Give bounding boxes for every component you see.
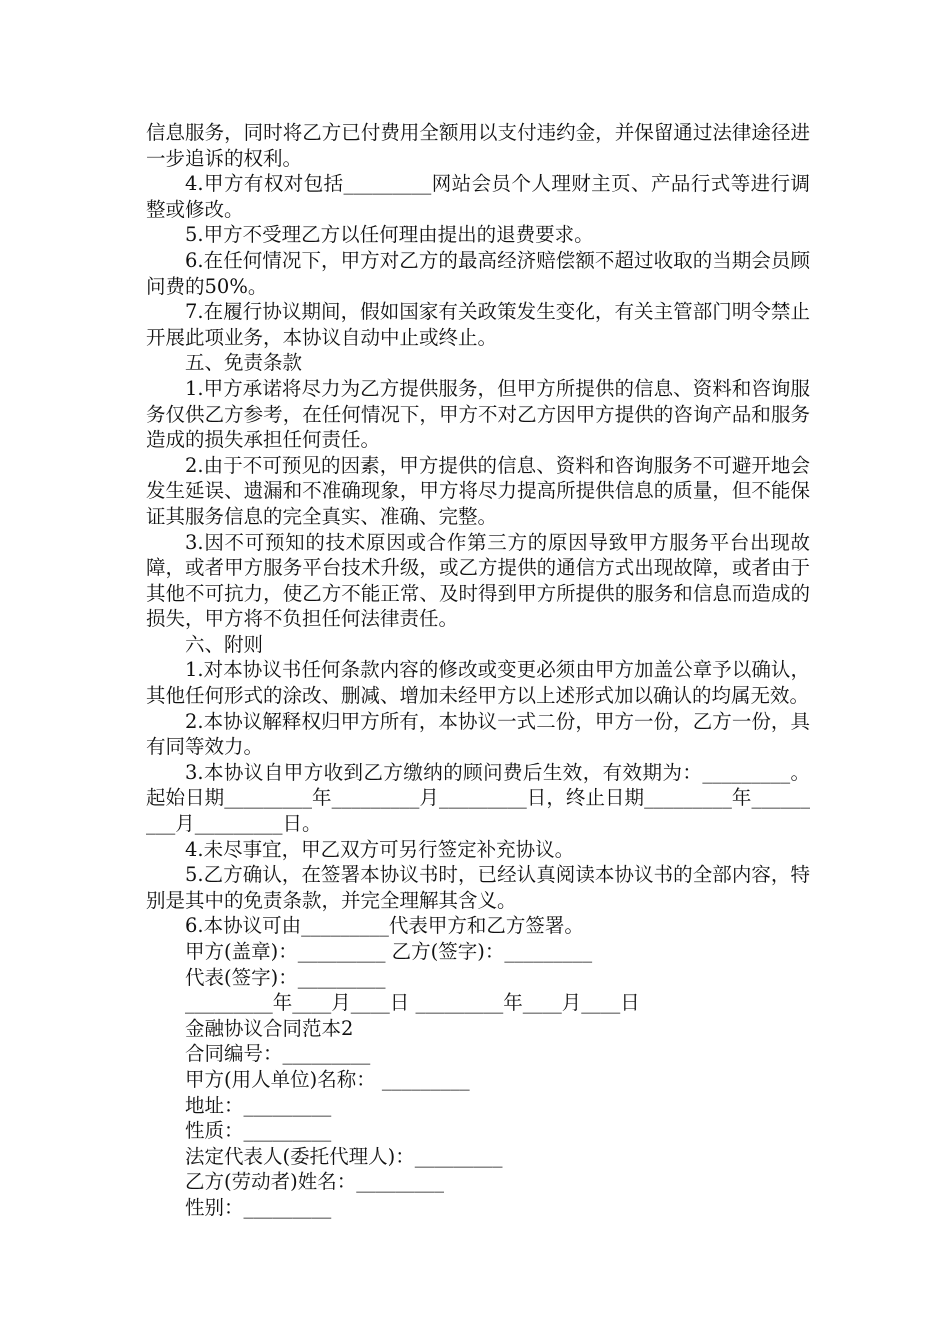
employee-name-field: 乙方(劳动者)姓名：_________	[185, 1170, 444, 1194]
clause-5-no-refund: 5.甲方不受理乙方以任何理由提出的退费要求。	[185, 223, 594, 247]
address-field: 地址：_________	[185, 1093, 332, 1117]
signature-party-line: 甲方(盖章)：_________ 乙方(签字)：_________	[185, 940, 593, 963]
signature-representative-line: 代表(签字)：_________	[185, 965, 386, 989]
clause-7-policy-change: 7.在履行协议期间，假如国家有关政策发生变化，有关主管部门明令禁止开展此项业务，本协议自动中止或终止。	[146, 300, 810, 349]
section-heading-disclaimer: 五、免责条款	[185, 351, 303, 375]
nature-field: 性质：_________	[185, 1119, 332, 1143]
paragraph-continuation: 信息服务，同时将乙方已付费用全额用以支付违约金，并保留通过法律途径进一步追诉的权利。	[146, 121, 810, 170]
signature-date-line: _________年____月____日 _________年____月____日	[185, 991, 640, 1015]
supplementary-clause-2: 2.本协议解释权归甲方所有，本协议一式二份，甲方一份，乙方一份，具有同等效力。	[146, 709, 810, 759]
disclaimer-clause-2: 2.由于不可预见的因素，甲方提供的信息、资料和咨询服务不可避开地会发生延误、遗漏和不准确现象，甲方将尽力提高所提供信息的质量，但不能保证其服务信息的完全真实、准确、完整。	[146, 453, 810, 528]
disclaimer-clause-1: 1.甲方承诺将尽力为乙方提供服务，但甲方所提供的信息、资料和咨询服务仅供乙方参考，在任何情况下，甲方不对乙方因甲方提供的咨询产品和服务造成的损失承担任何责任。	[146, 376, 810, 452]
clause-6-max-compensation: 6.在任何情况下，甲方对乙方的最高经济赔偿额不超过收取的当期会员顾问费的50%。	[146, 248, 810, 298]
supplementary-clause-4: 4.未尽事宜，甲乙双方可另行签定补充协议。	[185, 837, 575, 861]
employer-name-field: 甲方(用人单位)名称： _________	[185, 1067, 470, 1091]
supplementary-clause-1: 1.对本协议书任何条款内容的修改或变更必须由甲方加盖公章予以确认，其他任何形式的涂改、删减、增加未经甲方以上述形式加以确认的均属无效。	[146, 658, 810, 708]
supplementary-clause-6: 6.本协议可由_________代表甲方和乙方签署。	[185, 914, 584, 938]
supplementary-clause-3-validity: 3.本协议自甲方收到乙方缴纳的顾问费后生效，有效期为：_________。起始日期_________年_________月_________日，终止日期_________年_________月_________日。	[146, 760, 810, 836]
contract-number-field: 合同编号：_________	[185, 1042, 371, 1066]
section-heading-supplementary: 六、附则	[185, 632, 264, 656]
legal-representative-field: 法定代表人(委托代理人)：_________	[185, 1144, 503, 1168]
disclaimer-clause-3: 3.因不可预知的技术原因或合作第三方的原因导致甲方服务平台出现故障，或者甲方服务平台技术升级，或乙方提供的通信方式出现故障，或者由于其他不可抗力，使乙方不能正常、及时得到甲方所提供的服务和信息而造成的损失，甲方将不负担任何法律责任。	[146, 530, 810, 631]
supplementary-clause-5: 5.乙方确认，在签署本协议书时，已经认真阅读本协议书的全部内容，特别是其中的免责条款，并完全理解其含义。	[146, 863, 810, 912]
clause-4-right-to-adjust: 4.甲方有权对包括_________网站会员个人理财主页、产品行式等进行调整或修改。	[146, 172, 810, 221]
template-title: 金融协议合同范本2	[185, 1016, 354, 1040]
document-page	[146, 120, 810, 1221]
gender-field: 性别：_________	[185, 1195, 332, 1219]
